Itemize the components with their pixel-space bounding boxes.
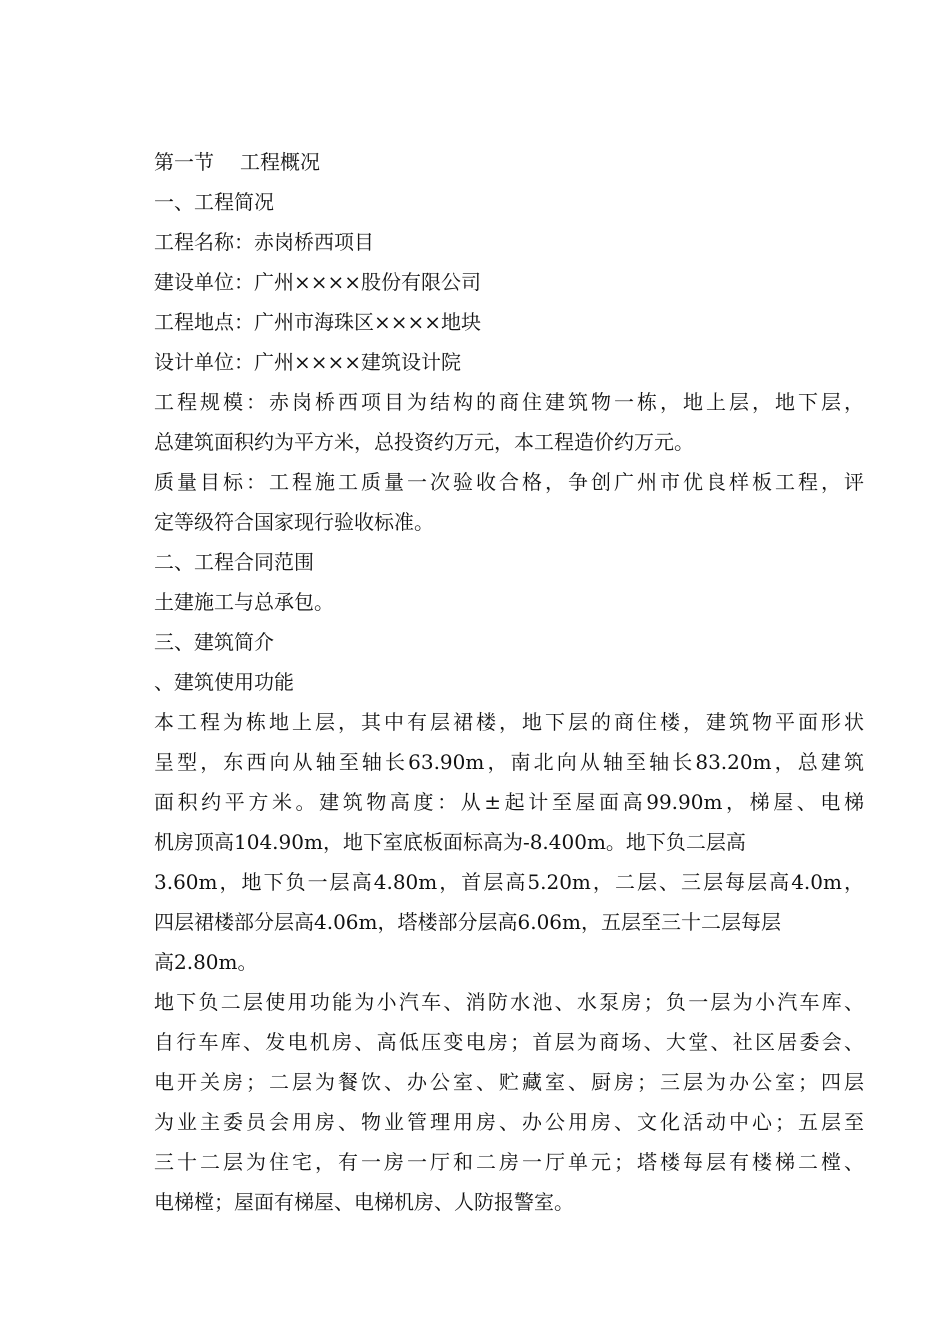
project-name-line: 工程名称：赤岗桥西项目 bbox=[154, 230, 374, 254]
quality-line-2: 定等级符合国家现行验收标准。 bbox=[154, 510, 434, 534]
scale-line-2: 总建筑面积约为平方米，总投资约万元，本工程造价约万元。 bbox=[154, 430, 694, 454]
section-heading bbox=[154, 142, 864, 182]
scale-line-1: 工程规模：赤岗桥西项目为结构的商住建筑物一栋，地上层，地下层， bbox=[154, 390, 864, 414]
document-body bbox=[154, 142, 864, 1222]
building-paragraph-line-4: 机房顶高104.90m，地下室底板面标高为-8.400m。地下负二层高 bbox=[154, 830, 746, 854]
building-paragraph-line-7: 高2.80m。 bbox=[154, 950, 258, 974]
quality-line-1: 质量目标：工程施工质量一次验收合格，争创广州市优良样板工程，评 bbox=[154, 470, 864, 494]
heading-contract-scope: 二、工程合同范围 bbox=[154, 550, 314, 574]
function-paragraph-line-1: 地下负二层使用功能为小汽车、消防水池、水泵房；负一层为小汽车库、 bbox=[154, 990, 864, 1014]
function-paragraph-line-6: 电梯樘；屋面有梯屋、电梯机房、人防报警室。 bbox=[154, 1190, 574, 1214]
contract-scope-text: 土建施工与总承包。 bbox=[154, 590, 334, 614]
section-title: 工程概况 bbox=[240, 150, 320, 174]
heading-project-overview: 一、工程简况 bbox=[154, 190, 274, 214]
building-paragraph-line-6: 四层裙楼部分层高4.06m，塔楼部分层高6.06m，五层至三十二层每层 bbox=[154, 910, 781, 934]
subheading-building-function: 、建筑使用功能 bbox=[154, 670, 294, 694]
building-paragraph-line-3: 面积约平方米。建筑物高度：从±起计至屋面高99.90m，梯屋、电梯 bbox=[154, 790, 864, 814]
building-paragraph-line-1: 本工程为栋地上层，其中有层裙楼，地下层的商住楼，建筑物平面形状 bbox=[154, 710, 864, 734]
function-paragraph-line-4: 为业主委员会用房、物业管理用房、办公用房、文化活动中心；五层至 bbox=[154, 1110, 864, 1134]
building-paragraph-line-5: 3.60m，地下负一层高4.80m，首层高5.20m，二层、三层每层高4.0m， bbox=[154, 870, 864, 894]
function-paragraph-line-2: 自行车库、发电机房、高低压变电房；首层为商场、大堂、社区居委会、 bbox=[154, 1030, 864, 1054]
designer-line: 设计单位：广州××××建筑设计院 bbox=[154, 350, 462, 374]
section-number: 第一节 bbox=[154, 150, 214, 174]
heading-building-intro: 三、建筑简介 bbox=[154, 630, 274, 654]
function-paragraph-line-5: 三十二层为住宅，有一房一厅和二房一厅单元；塔楼每层有楼梯二樘、 bbox=[154, 1150, 864, 1174]
location-line: 工程地点：广州市海珠区××××地块 bbox=[154, 310, 482, 334]
function-paragraph-line-3: 电开关房；二层为餐饮、办公室、贮藏室、厨房；三层为办公室；四层 bbox=[154, 1070, 864, 1094]
building-paragraph-line-2: 呈型，东西向从轴至轴长63.90m，南北向从轴至轴长83.20m，总建筑 bbox=[154, 750, 864, 774]
developer-line: 建设单位：广州××××股份有限公司 bbox=[154, 270, 482, 294]
